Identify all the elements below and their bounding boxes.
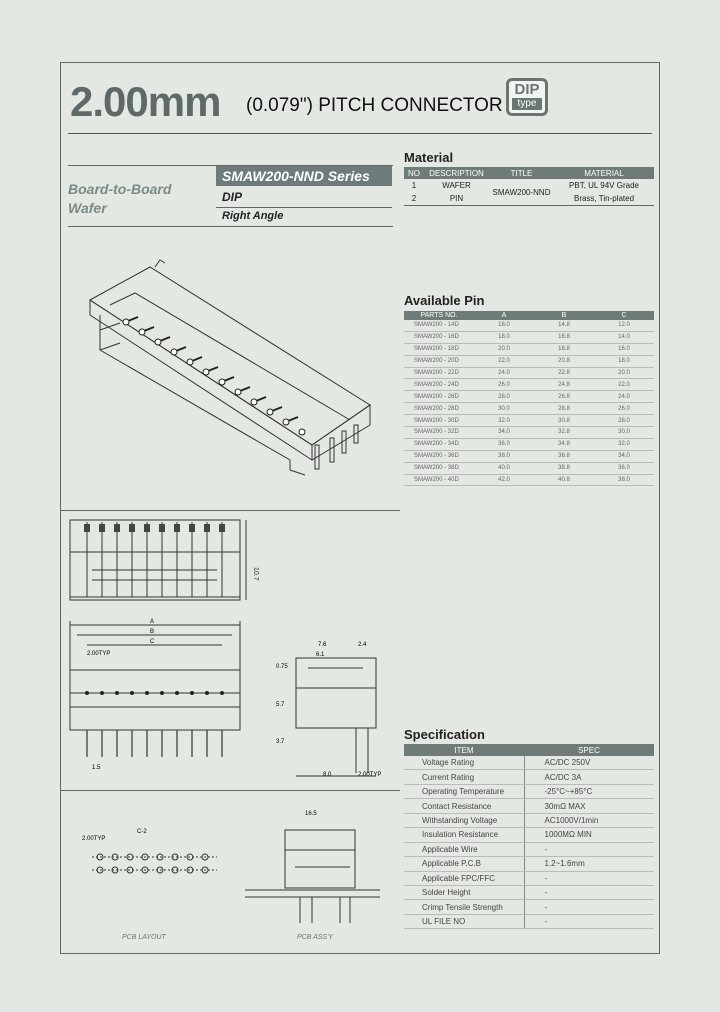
- material-value: Brass, Tin-plated: [554, 192, 654, 206]
- pin-row: [404, 403, 654, 415]
- pin-col-b: B: [534, 311, 594, 320]
- pin-part-no: SMAW200 - 36D: [404, 450, 474, 462]
- specification-title: Specification: [404, 727, 485, 742]
- pin-dim-a: 32.0: [474, 415, 534, 427]
- spec-value: -: [524, 885, 654, 899]
- pin-dim-b: 40.8: [534, 474, 594, 486]
- pin-dim-c: 36.0: [594, 462, 654, 474]
- available-pin-title: Available Pin: [404, 293, 485, 308]
- material-col-desc: DESCRIPTION: [424, 167, 489, 179]
- pin-part-no: SMAW200 - 22D: [404, 367, 474, 379]
- mount-type: DIP: [222, 190, 243, 204]
- front-view-drawing: [62, 615, 262, 775]
- material-value: PBT, UL 94V Grade: [569, 181, 639, 190]
- pin-header-row: [404, 311, 654, 320]
- pin-part-no: SMAW200 - 32D: [404, 427, 474, 439]
- pin-dim-c: 34.0: [594, 450, 654, 462]
- pin-dim-c: 20.0: [594, 367, 654, 379]
- spec-value: -25°C~+85°C: [524, 784, 654, 798]
- spec-item: Applicable P.C.B: [404, 857, 524, 871]
- pin-dim-b: 22.8: [534, 367, 594, 379]
- pin-dim-c: 28.0: [594, 415, 654, 427]
- product-bottom-line: [68, 226, 393, 227]
- material-desc: PIN: [424, 192, 489, 206]
- spec-item: Solder Height: [404, 885, 524, 899]
- pin-row: [404, 367, 654, 379]
- pcb-assy-drawing: [240, 805, 400, 930]
- spec-row: [404, 799, 654, 813]
- category-line2: Wafer: [68, 200, 107, 216]
- pin-dim-a: 30.0: [474, 403, 534, 415]
- spec-row: [404, 885, 654, 899]
- pin-dim-a: 42.0: [474, 474, 534, 486]
- dim-37: 3.7: [276, 739, 285, 745]
- spec-item: Applicable FPC/FFC: [404, 871, 524, 885]
- pin-dim-c: 30.0: [594, 427, 654, 439]
- pin-part-no: SMAW200 - 40D: [404, 474, 474, 486]
- pin-dim-b: 18.8: [534, 343, 594, 355]
- spec-value: -: [524, 914, 654, 928]
- section-divider-1: [60, 510, 400, 511]
- pin-part-no: SMAW200 - 20D: [404, 355, 474, 367]
- pin-dim-a: 36.0: [474, 438, 534, 450]
- pin-dim-c: 18.0: [594, 355, 654, 367]
- pin-row: [404, 427, 654, 439]
- pcb-layout-label: PCB LAYOUT: [122, 934, 166, 941]
- pin-dim-b: 36.8: [534, 450, 594, 462]
- material-no: 2: [404, 192, 424, 206]
- spec-value: AC/DC 250V: [524, 756, 654, 770]
- badge-top: DIP: [514, 81, 540, 98]
- spec-item: Current Rating: [404, 770, 524, 784]
- pin-dim-a: 34.0: [474, 427, 534, 439]
- spec-item: Voltage Rating: [404, 756, 524, 770]
- pin-dim-b: 34.8: [534, 438, 594, 450]
- pin-row: [404, 415, 654, 427]
- pin-dim-c: 24.0: [594, 391, 654, 403]
- pin-dim-a: 26.0: [474, 379, 534, 391]
- dim-57: 5.7: [276, 702, 285, 708]
- mount-divider: [216, 207, 392, 208]
- spec-item: UL FILE NO: [404, 914, 524, 928]
- pin-row: [404, 462, 654, 474]
- pin-dim-a: 24.0: [474, 367, 534, 379]
- series-banner: SMAW200-NND Series: [216, 166, 392, 186]
- pin-dim-c: 26.0: [594, 403, 654, 415]
- material-no: 1: [411, 181, 417, 190]
- spec-row: [404, 756, 654, 770]
- header-divider: [68, 133, 652, 134]
- dim-61: 6.1: [316, 652, 325, 658]
- spec-row: [404, 857, 654, 871]
- pin-dim-b: 28.8: [534, 403, 594, 415]
- pin-part-no: SMAW200 - 28D: [404, 403, 474, 415]
- material-col-material: MATERIAL: [554, 167, 654, 179]
- badge-bottom: type: [512, 98, 542, 110]
- pin-part-no: SMAW200 - 26D: [404, 391, 474, 403]
- pin-row: [404, 391, 654, 403]
- pin-part-no: SMAW200 - 30D: [404, 415, 474, 427]
- pin-row: [404, 474, 654, 486]
- pin-part-no: SMAW200 - 38D: [404, 462, 474, 474]
- spec-row: [404, 813, 654, 827]
- spec-row: [404, 914, 654, 928]
- spec-value: 30mΩ MAX: [524, 799, 654, 813]
- pin-part-no: SMAW200 - 24D: [404, 379, 474, 391]
- material-col-title: TITLE: [489, 167, 554, 179]
- pin-col-a: A: [474, 311, 534, 320]
- dim-c: C: [150, 639, 155, 645]
- pin-dim-a: 40.0: [474, 462, 534, 474]
- dim-075: 0.75: [276, 664, 288, 670]
- spec-col-spec: SPEC: [524, 744, 654, 756]
- spec-col-item: ITEM: [404, 744, 524, 756]
- dim-76: 7.6: [318, 642, 327, 648]
- dim-a: A: [150, 619, 155, 625]
- material-desc: WAFER: [442, 181, 471, 190]
- spec-value: -: [524, 842, 654, 856]
- material-table: [404, 167, 654, 206]
- spec-item: Insulation Resistance: [404, 828, 524, 842]
- pin-dim-b: 30.8: [534, 415, 594, 427]
- category-line1: Board-to-Board: [68, 181, 172, 197]
- dim-80: 8.0: [323, 772, 332, 778]
- pin-dim-a: 22.0: [474, 355, 534, 367]
- spec-row: [404, 828, 654, 842]
- pin-dim-a: 38.0: [474, 450, 534, 462]
- spec-row: [404, 842, 654, 856]
- specification-table: [404, 744, 654, 929]
- pin-dim-b: 16.8: [534, 331, 594, 343]
- pin-part-no: SMAW200 - 16D: [404, 331, 474, 343]
- height-dim: 10.7: [252, 567, 259, 581]
- pin-row: [404, 320, 654, 331]
- layout-pitch: 2.00TYP: [82, 836, 106, 842]
- category-label: [68, 180, 171, 218]
- pitch-dim-2: 2.00TYP: [358, 772, 382, 778]
- spec-row: [404, 900, 654, 914]
- pitch-size-title: 2.00mm: [70, 78, 221, 125]
- pin-dim-a: 18.0: [474, 331, 534, 343]
- dim-24: 2.4: [358, 642, 367, 648]
- spec-value: -: [524, 871, 654, 885]
- assy-dim-165: 16.5: [305, 811, 317, 817]
- pin-dim-c: 38.0: [594, 474, 654, 486]
- spec-item: Crimp Tensile Strength: [404, 900, 524, 914]
- pin-dim-b: 32.8: [534, 427, 594, 439]
- section-divider-2: [60, 790, 400, 791]
- pin-dim-a: 18.0: [474, 320, 534, 331]
- dim-15: 1.5: [92, 765, 101, 771]
- spec-value: AC1000V/1min: [524, 813, 654, 827]
- pin-row: [404, 438, 654, 450]
- spec-item: Contact Resistance: [404, 799, 524, 813]
- pin-dim-c: 16.0: [594, 343, 654, 355]
- pin-row: [404, 331, 654, 343]
- pin-dim-c: 12.0: [594, 320, 654, 331]
- orientation: Right Angle: [222, 210, 284, 222]
- pin-dim-a: 28.0: [474, 391, 534, 403]
- material-title: Material: [404, 150, 454, 165]
- pin-dim-c: 32.0: [594, 438, 654, 450]
- pin-row: [404, 355, 654, 367]
- pin-row: [404, 343, 654, 355]
- material-header-row: [404, 167, 654, 179]
- pin-dim-c: 22.0: [594, 379, 654, 391]
- pin-dim-a: 20.0: [474, 343, 534, 355]
- spec-value: 1.2~1.6mm: [524, 857, 654, 871]
- top-view-drawing: [62, 512, 262, 604]
- pin-col-part: PARTS NO.: [404, 311, 474, 320]
- pin-part-no: SMAW200 - 34D: [404, 438, 474, 450]
- pin-dim-b: 14.8: [534, 320, 594, 331]
- pcb-assy-label: PCB ASS'Y: [297, 934, 334, 941]
- spec-value: 1000MΩ MIN: [524, 828, 654, 842]
- pin-part-no: SMAW200 - 14D: [404, 320, 474, 331]
- dim-b: B: [150, 629, 155, 635]
- spec-value: -: [524, 900, 654, 914]
- spec-row: [404, 871, 654, 885]
- pin-dim-b: 38.8: [534, 462, 594, 474]
- spec-item: Operating Temperature: [404, 784, 524, 798]
- spec-item: Withstanding Voltage: [404, 813, 524, 827]
- spec-item: Applicable Wire: [404, 842, 524, 856]
- material-row: [404, 179, 654, 192]
- side-view-drawing: [268, 638, 400, 783]
- pin-dim-b: 24.8: [534, 379, 594, 391]
- material-col-no: NO: [404, 167, 424, 179]
- material-shared-title: SMAW200-NND: [489, 179, 554, 206]
- spec-value: AC/DC 3A: [524, 770, 654, 784]
- spec-header-row: [404, 744, 654, 756]
- pin-row: [404, 379, 654, 391]
- dip-type-badge: [506, 78, 548, 116]
- spec-row: [404, 770, 654, 784]
- available-pin-table: [404, 311, 654, 486]
- pin-col-c: C: [594, 311, 654, 320]
- pin-part-no: SMAW200 - 18D: [404, 343, 474, 355]
- layout-c2: C-2: [137, 829, 147, 835]
- spec-row: [404, 784, 654, 798]
- pitch-connector-subtitle: (0.079") PITCH CONNECTOR: [246, 95, 503, 116]
- pitch-dim: 2.00TYP: [87, 651, 111, 657]
- pin-dim-c: 14.0: [594, 331, 654, 343]
- pcb-layout-drawing: [62, 815, 247, 930]
- isometric-connector-drawing: [80, 255, 380, 480]
- pin-dim-b: 26.8: [534, 391, 594, 403]
- pin-row: [404, 450, 654, 462]
- pin-dim-b: 20.8: [534, 355, 594, 367]
